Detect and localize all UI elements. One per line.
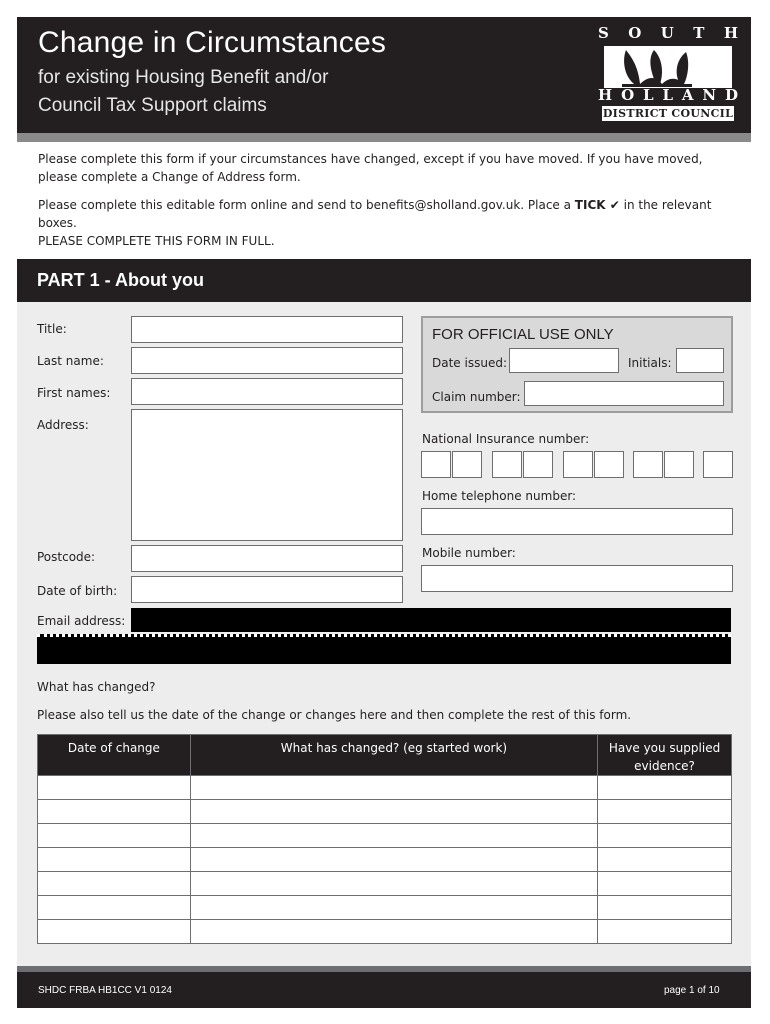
date-of-change-cell[interactable] (38, 896, 191, 920)
ni-number-input[interactable] (421, 451, 733, 479)
table-row (38, 896, 732, 920)
ni-digit-box (563, 451, 593, 478)
mobile-number-input[interactable] (421, 565, 733, 592)
logo-letter: A (681, 86, 694, 104)
initials-label: Initials: (628, 356, 672, 370)
ni-digit-box (523, 451, 553, 478)
ni-digit-box (633, 451, 663, 478)
logo-letter: L (662, 86, 673, 104)
what-changed-cell[interactable] (190, 824, 597, 848)
part1-heading: PART 1 - About you (17, 259, 751, 302)
postcode-input[interactable] (131, 545, 403, 572)
evidence-header: Have you supplied evidence? (598, 735, 732, 776)
evidence-cell[interactable] (598, 776, 732, 800)
footer-rule (17, 966, 751, 972)
title-input[interactable] (131, 316, 403, 343)
table-row (38, 848, 732, 872)
table-row (38, 920, 732, 944)
last-name-label: Last name: (37, 354, 104, 368)
intro-paragraph-2: Please complete this editable form online and send to benefits@sholland.gov.uk. Place a TICK ✔ in the relevant boxes. (38, 198, 712, 230)
email-address-input[interactable] (131, 608, 731, 632)
title-label: Title: (37, 322, 67, 336)
address-input[interactable] (131, 409, 403, 541)
logo-letter: H (723, 24, 738, 42)
header-banner-rule (17, 133, 751, 142)
claim-number-input[interactable] (524, 381, 724, 406)
claim-number-label: Claim number: (432, 390, 521, 404)
date-of-change-cell[interactable] (38, 824, 191, 848)
intro-paragraph-1: Please complete this form if your circumstances have changed, except if you have moved. If you have moved, please complete a Change of Address form. (38, 152, 703, 184)
postcode-label: Postcode: (37, 550, 96, 564)
what-changed-cell[interactable] (190, 800, 597, 824)
address-label: Address: (37, 418, 89, 432)
email-address-label: Email address: (37, 614, 126, 628)
ni-digit-box (594, 451, 624, 478)
table-row (38, 872, 732, 896)
logo-letter: O (628, 24, 642, 42)
logo-district-council: DISTRICT COUNCIL (602, 107, 734, 120)
logo-letter: S (598, 24, 609, 42)
ni-digit-box (492, 451, 522, 478)
date-of-change-cell[interactable] (38, 872, 191, 896)
ni-digit-box (421, 451, 451, 478)
change-instructions: Please also tell us the date of the change or changes here and then complete the rest of this form. (37, 708, 632, 722)
evidence-cell[interactable] (598, 848, 732, 872)
form-subtitle: for existing Housing Benefit and/or Council Tax Support claims (38, 67, 329, 116)
ni-digit-box (703, 451, 733, 478)
logo-tulip-icon (604, 46, 732, 88)
first-names-input[interactable] (131, 378, 403, 405)
logo-south (598, 24, 738, 42)
evidence-cell[interactable] (598, 824, 732, 848)
date-of-change-header: Date of change (38, 735, 191, 776)
official-use-box (421, 316, 733, 413)
logo-letter: D (724, 86, 738, 104)
ni-digit-box (664, 451, 694, 478)
logo-letter: N (702, 86, 717, 104)
what-changed-question: What has changed? (37, 680, 156, 694)
what-changed-cell[interactable] (190, 848, 597, 872)
logo-letter: U (660, 24, 674, 42)
what-changed-cell[interactable] (190, 776, 597, 800)
logo-letter: H (598, 86, 613, 104)
ni-number-label: National Insurance number: (422, 432, 590, 446)
first-names-label: First names: (37, 386, 111, 400)
evidence-cell[interactable] (598, 800, 732, 824)
what-changed-cell[interactable] (190, 872, 597, 896)
what-changed-header: What has changed? (eg started work) (190, 735, 597, 776)
date-issued-label: Date issued: (432, 356, 507, 370)
mobile-number-label: Mobile number: (422, 546, 516, 560)
date-of-birth-input[interactable] (131, 576, 403, 603)
form-code: SHDC FRBA HB1CC V1 0124 (38, 985, 172, 996)
evidence-cell[interactable] (598, 920, 732, 944)
date-of-birth-label: Date of birth: (37, 584, 118, 598)
logo-holland (598, 86, 738, 104)
tick-icon: TICK ✔ (574, 198, 620, 212)
table-row (38, 824, 732, 848)
intro-paragraph-3: PLEASE COMPLETE THIS FORM IN FULL. (38, 234, 275, 248)
date-of-change-cell[interactable] (38, 848, 191, 872)
email-address-continuation[interactable] (37, 634, 731, 664)
date-of-change-cell[interactable] (38, 800, 191, 824)
last-name-input[interactable] (131, 347, 403, 374)
form-title: Change in Circumstances (38, 26, 387, 59)
date-issued-input[interactable] (509, 348, 619, 373)
home-telephone-label: Home telephone number: (422, 489, 577, 503)
table-row (38, 776, 732, 800)
ni-digit-box (452, 451, 482, 478)
home-telephone-input[interactable] (421, 508, 733, 535)
initials-input[interactable] (676, 348, 724, 373)
evidence-cell[interactable] (598, 896, 732, 920)
logo-letter: L (643, 86, 654, 104)
council-logo (598, 24, 738, 120)
date-of-change-cell[interactable] (38, 920, 191, 944)
logo-letter: T (693, 24, 705, 42)
changes-table (37, 734, 732, 944)
evidence-cell[interactable] (598, 872, 732, 896)
date-of-change-cell[interactable] (38, 776, 191, 800)
logo-letter: O (621, 86, 635, 104)
what-changed-cell[interactable] (190, 920, 597, 944)
official-use-heading: FOR OFFICIAL USE ONLY (432, 326, 614, 343)
page-number: page 1 of 10 (664, 985, 720, 996)
what-changed-cell[interactable] (190, 896, 597, 920)
table-row (38, 800, 732, 824)
